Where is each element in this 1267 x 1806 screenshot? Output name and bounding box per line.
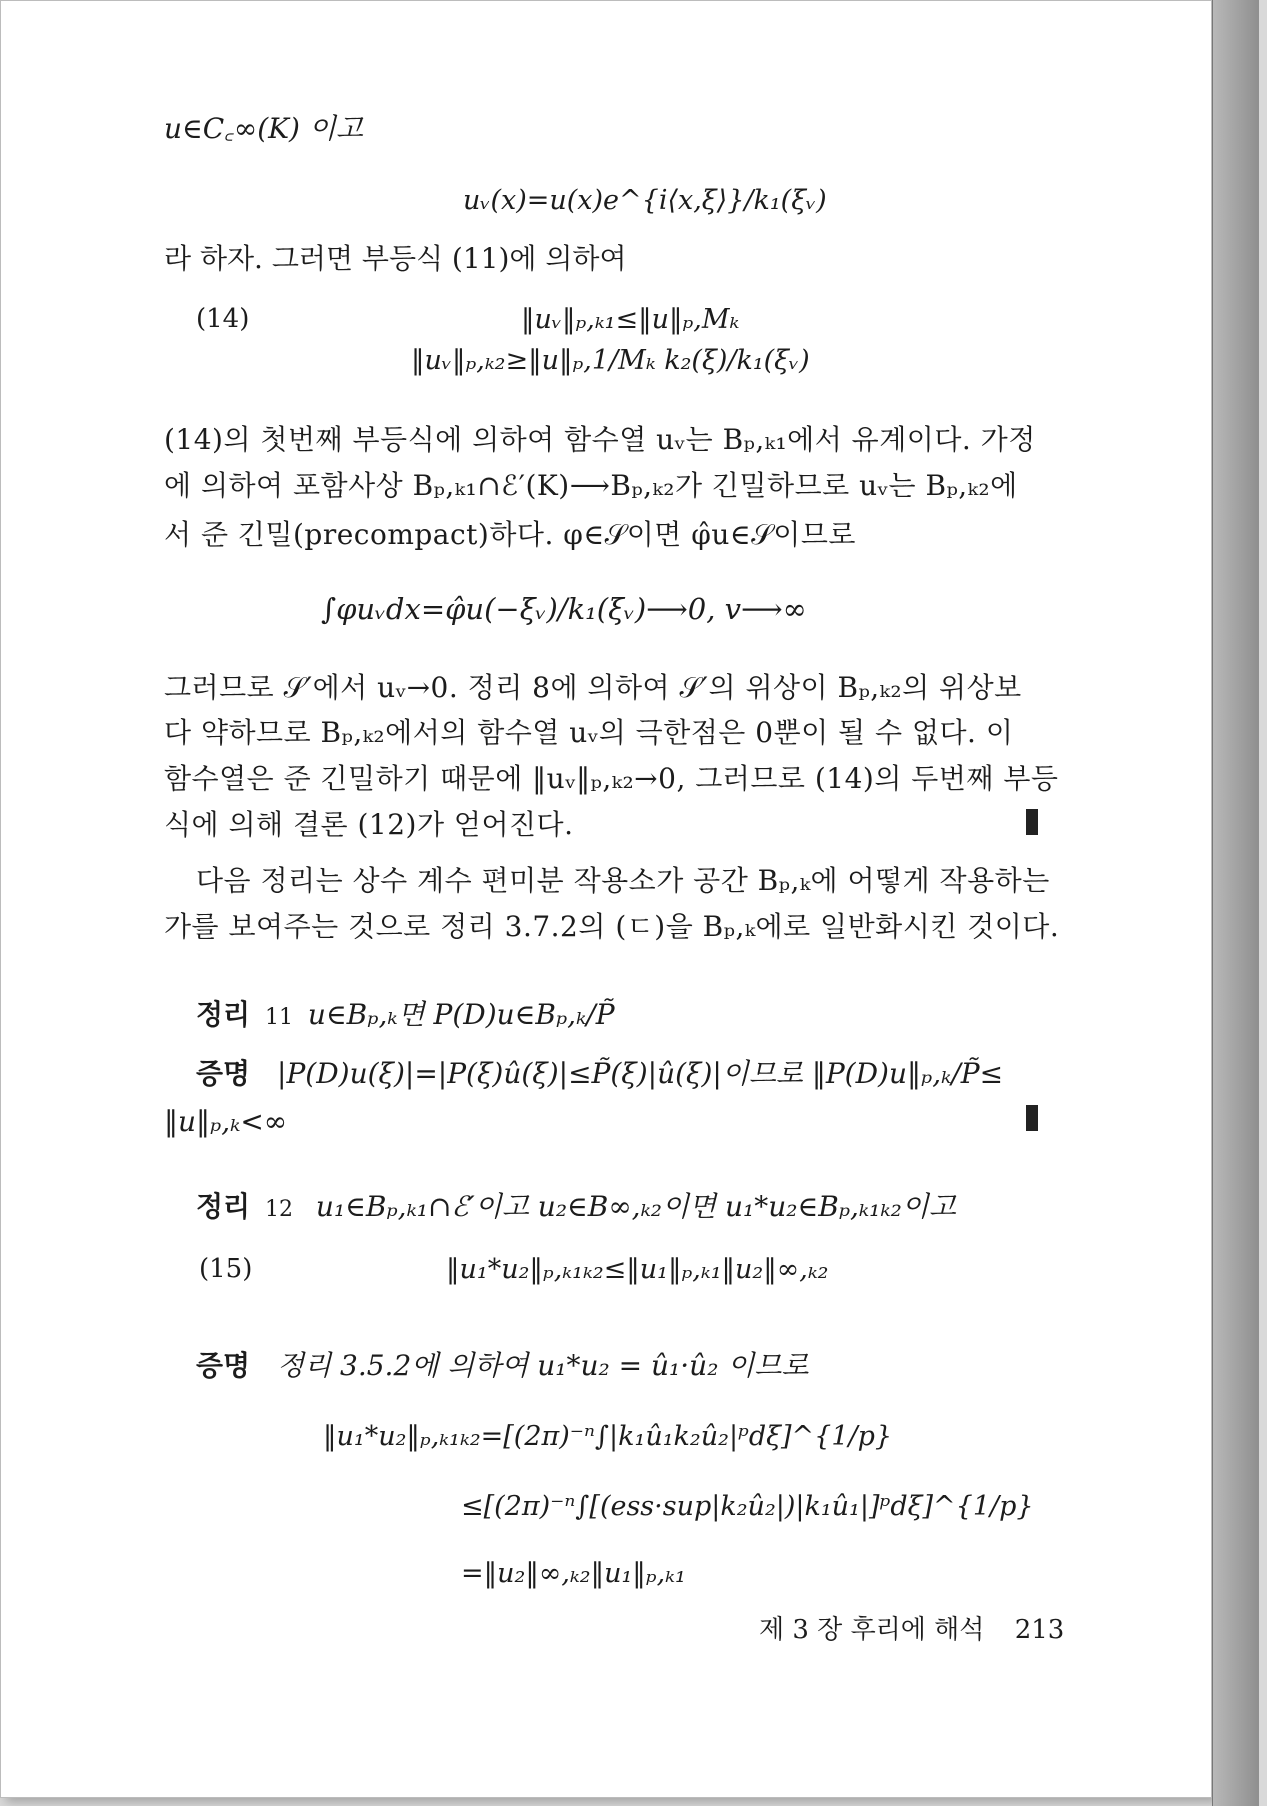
proof-label: 증명 xyxy=(196,1349,251,1382)
running-footer xyxy=(759,1617,1064,1643)
equation-number: (15) xyxy=(199,1254,253,1284)
equation: ‖u₁*u₂‖ₚ,ₖ₁ₖ₂=[(2π)⁻ⁿ∫|k₁û₁k₂û₂|ᵖdξ]^{1/p} xyxy=(323,1421,893,1452)
theorem-11 xyxy=(196,998,615,1031)
theorem-number: 12 xyxy=(265,1197,294,1222)
theorem-statement: u₁∈Bₚ,ₖ₁∩ℰ′이고 u₂∈B∞,ₖ₂이면 u₁*u₂∈Bₚ,ₖ₁ₖ₂이고 xyxy=(315,1190,956,1223)
text-line: 에 의하여 포함사상 Bₚ,ₖ₁∩ℰ′(K)⟶Bₚ,ₖ₂가 긴밀하므로 uᵥ는 Bₚ,ₖ₂에 xyxy=(164,469,1018,502)
chapter-title: 제 3 장 후리에 해석 xyxy=(759,1615,985,1645)
theorem-label: 정리 xyxy=(196,998,251,1031)
proof-text: |P(D)u(ξ)|=|P(ξ)û(ξ)|≤P̃(ξ)|û(ξ)|이므로 ‖P(D)u‖ₚ,ₖ/P̃≤ xyxy=(277,1057,1004,1090)
theorem-statement: u∈Bₚ,ₖ면 P(D)u∈Bₚ,ₖ/P̃ xyxy=(307,998,615,1031)
text-line: 식에 의해 결론 (12)가 얻어진다. xyxy=(164,808,574,841)
equation: ‖u₁*u₂‖ₚ,ₖ₁ₖ₂≤‖u₁‖ₚ,ₖ₁‖u₂‖∞,ₖ₂ xyxy=(446,1254,829,1285)
text-line: 그러므로 𝒮′에서 uᵥ→0. 정리 8에 의하여 𝒮′의 위상이 Bₚ,ₖ₂의 위상보 xyxy=(164,671,1022,704)
equation: ∫φuᵥdx=φ̂u(−ξᵥ)/k₁(ξᵥ)⟶0, v⟶∞ xyxy=(321,592,807,626)
text-line: 함수열은 준 긴밀하기 때문에 ‖uᵥ‖ₚ,ₖ₂→0, 그러므로 (14)의 두번째 부등 xyxy=(164,762,1059,795)
equation: ‖uᵥ‖ₚ,ₖ₁≤‖u‖ₚ,Mₖ xyxy=(521,304,740,335)
text-line: 라 하자. 그러면 부등식 (11)에 의하여 xyxy=(164,242,627,275)
qed-mark xyxy=(1026,809,1038,835)
text-line: (14)의 첫번째 부등식에 의하여 함수열 uᵥ는 Bₚ,ₖ₁에서 유계이다. 가정 xyxy=(164,423,1036,456)
equation: ≤[(2π)⁻ⁿ∫[(ess·sup|k₂û₂|)|k₁û₁|]ᵖdξ]^{1/p} xyxy=(461,1491,1034,1522)
text-line: 가를 보여주는 것으로 정리 3.7.2의 (ㄷ)을 Bₚ,ₖ에로 일반화시킨 것이다. xyxy=(164,910,1060,943)
theorem-label: 정리 xyxy=(196,1190,251,1223)
equation-number: (14) xyxy=(196,304,250,334)
equation: =‖u₂‖∞,ₖ₂‖u₁‖ₚ,ₖ₁ xyxy=(461,1558,686,1589)
text-line: u∈C꜀∞(K) 이고 xyxy=(164,112,363,145)
proof-label: 증명 xyxy=(196,1057,251,1090)
proof-11 xyxy=(196,1057,1004,1090)
proof-12 xyxy=(196,1349,809,1382)
page-number: 213 xyxy=(1014,1615,1065,1645)
equation: uᵥ(x)=u(x)e^{i⟨x,ξ⟩}/k₁(ξᵥ) xyxy=(463,185,827,216)
theorem-number: 11 xyxy=(265,1005,294,1030)
theorem-12 xyxy=(196,1190,956,1223)
text-line: 서 준 긴밀(precompact)하다. φ∈𝒮이면 φ̂u∈𝒮이므로 xyxy=(164,518,856,551)
page-edge xyxy=(1212,0,1259,1806)
equation: ‖uᵥ‖ₚ,ₖ₂≥‖u‖ₚ,1/Mₖ k₂(ξ)/k₁(ξᵥ) xyxy=(411,345,810,376)
text-line: 다음 정리는 상수 계수 편미분 작용소가 공간 Bₚ,ₖ에 어떻게 작용하는 xyxy=(196,864,1050,897)
proof-text: ‖u‖ₚ,ₖ<∞ xyxy=(164,1105,288,1138)
qed-mark xyxy=(1026,1105,1038,1131)
text-line: 다 약하므로 Bₚ,ₖ₂에서의 함수열 uᵥ의 극한점은 0뿐이 될 수 없다. 이 xyxy=(164,716,1014,749)
proof-text: 정리 3.5.2에 의하여 u₁*u₂ = û₁·û₂ 이므로 xyxy=(277,1349,809,1382)
